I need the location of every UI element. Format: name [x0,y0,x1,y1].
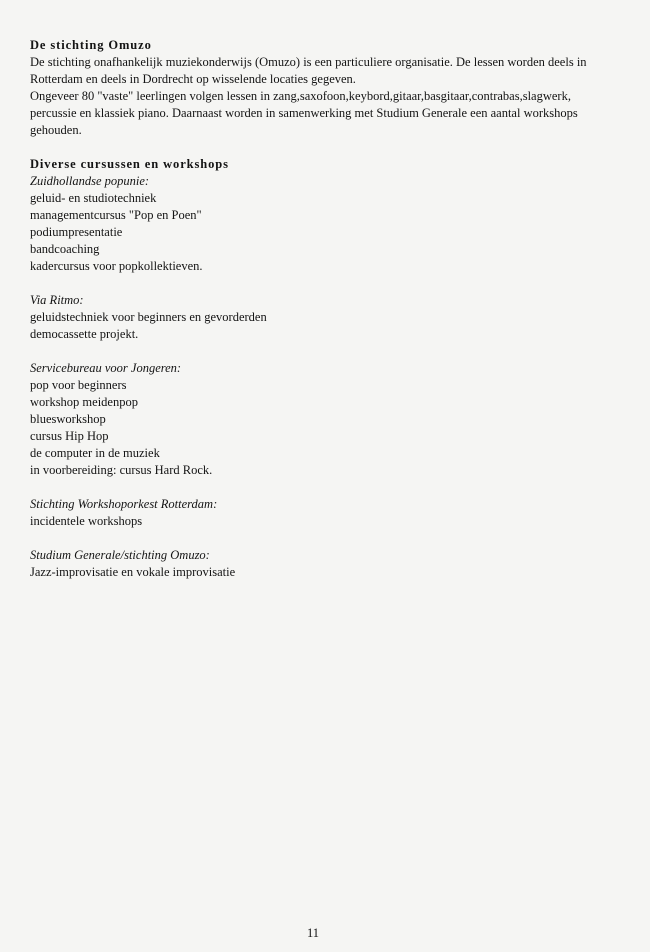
course-item: in voorbereiding: cursus Hard Rock. [30,463,213,477]
course-item: geluid- en studiotechniek [30,191,157,205]
spacer [30,479,620,496]
spacer [30,530,620,547]
page-number: 11 [306,926,320,940]
course-group-workshoporkest [30,496,620,530]
course-item: cursus Hip Hop [30,429,109,443]
group-title: Via Ritmo: [30,293,84,307]
course-item: bandcoaching [30,242,100,256]
course-group-servicebureau [30,360,620,479]
course-item: de computer in de muziek [30,446,160,460]
course-item: podiumpresentatie [30,225,123,239]
spacer [30,139,620,156]
spacer [30,275,620,292]
document-page [30,37,620,581]
spacer [30,343,620,360]
paragraph-line: Ongeveer 80 "vaste" leerlingen volgen lessen in zang,saxofoon,keybord,gitaar,basgitaar,contrabas,slagwerk, [30,89,571,103]
course-group-zuidhollandse-popunie [30,173,620,275]
intro-paragraph [30,54,620,139]
group-title: Stichting Workshoporkest Rotterdam: [30,497,218,511]
paragraph-line: percussie en klassiek piano. Daarnaast worden in samenwerking met Studium Generale een aantal workshops [30,106,578,120]
course-group-via-ritmo [30,292,620,343]
course-item: managementcursus "Pop en Poen" [30,208,202,222]
group-title: Zuidhollandse popunie: [30,174,150,188]
course-item: democassette projekt. [30,327,139,341]
paragraph-line: Rotterdam en deels in Dordrecht op wisselende locaties gegeven. [30,72,356,86]
course-group-studium-generale [30,547,620,581]
course-item: pop voor beginners [30,378,127,392]
courses-section [30,156,620,581]
group-title: Servicebureau voor Jongeren: [30,361,182,375]
course-item: Jazz-improvisatie en vokale improvisatie [30,565,236,579]
intro-section [30,37,620,139]
section-heading-omuzo: De stichting Omuzo [30,38,152,52]
paragraph-line: De stichting onafhankelijk muziekonderwijs (Omuzo) is een particuliere organisatie. De lessen worden deels in [30,55,587,69]
course-item: kadercursus voor popkollektieven. [30,259,203,273]
course-item: incidentele workshops [30,514,143,528]
group-title: Studium Generale/stichting Omuzo: [30,548,210,562]
course-item: workshop meidenpop [30,395,138,409]
paragraph-line: gehouden. [30,123,82,137]
section-heading-courses: Diverse cursussen en workshops [30,157,229,171]
course-item: bluesworkshop [30,412,106,426]
course-item: geluidstechniek voor beginners en gevorderden [30,310,267,324]
